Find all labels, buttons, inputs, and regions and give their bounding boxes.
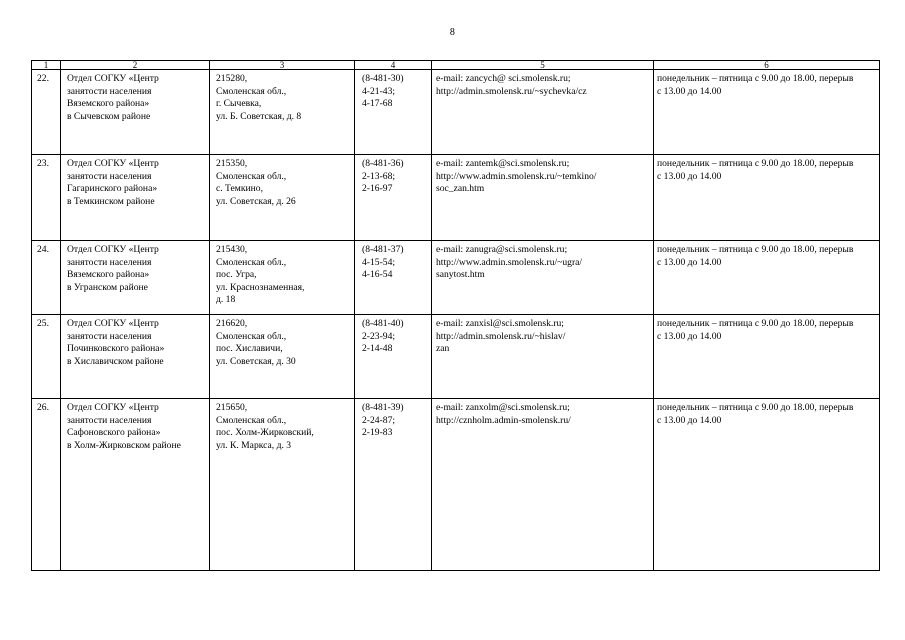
phone-line: 2-13-68; [362,170,396,182]
hours-line: понедельник – пятница с 9.00 до 18.00, перерыв [657,73,854,84]
header-cell-2: 2 [61,61,210,70]
phone-line: 2-19-83 [362,427,393,439]
address-line: 216620, [216,318,248,329]
department-line: занятости населения [67,85,152,97]
address-line: пос. Угра, [216,269,257,281]
address-line: 215280, [216,73,248,84]
phone-cell [355,315,432,399]
contact-line: http://admin.smolensk.ru/~sychevka/cz [436,85,587,97]
row-number-cell: 24. [32,241,61,315]
contact-line: e-mail: zanxisl@sci.smolensk.ru; [436,318,564,329]
department-line: Вяземского района» [67,269,150,281]
page-number: 8 [449,27,456,38]
hours-line: понедельник – пятница с 9.00 до 18.00, перерыв [657,402,854,413]
contact-line: http://www.admin.smolensk.ru/~ugra/ [436,256,583,268]
phone-line: 2-16-97 [362,183,393,195]
department-line: Вяземского района» [67,98,150,110]
contact-cell [432,241,654,315]
department-line: в Темкинском районе [67,195,155,207]
hours-line: с 13.00 до 14.00 [657,85,722,97]
department-line: занятости населения [67,170,152,182]
department-line: Отдел СОГКУ «Центр [67,402,159,413]
department-cell [61,155,210,241]
department-line: Гагаринского района» [67,183,158,195]
department-line: в Сычевском районе [67,110,151,122]
header-cell-3: 3 [210,61,355,70]
address-line: ул. К. Маркса, д. 3 [216,439,292,451]
contact-line: e-mail: zanugra@sci.smolensk.ru; [436,244,568,255]
department-line: занятости населения [67,256,152,268]
table-row [32,399,880,571]
department-line: в Холм-Жирковском районе [67,439,181,451]
address-cell [210,70,355,155]
hours-cell [654,315,880,399]
department-line: в Хиславичском районе [67,355,164,367]
department-line: занятости населения [67,330,152,342]
row-number-cell: 26. [32,399,61,571]
address-line: Смоленская обл., [216,170,287,182]
contact-line: sanytost.htm [436,269,485,281]
department-cell [61,70,210,155]
address-cell [210,241,355,315]
department-line: Отдел СОГКУ «Центр [67,158,159,169]
address-line: Смоленская обл., [216,414,287,426]
contact-line: zan [436,343,450,355]
address-line: Смоленская обл., [216,85,287,97]
phone-line: (8-481-37) [362,244,404,255]
row-number-cell: 25. [32,315,61,399]
contact-line: http://cznholm.admin-smolensk.ru/ [436,414,571,426]
hours-line: понедельник – пятница с 9.00 до 18.00, перерыв [657,158,854,169]
phone-line: 4-15-54; [362,256,396,268]
phone-line: 2-14-48 [362,343,393,355]
header-cell-6: 6 [654,61,880,70]
phone-line: (8-481-39) [362,402,404,413]
department-line: Отдел СОГКУ «Центр [67,244,159,255]
address-line: пос. Холм-Жирковский, [216,427,314,439]
department-cell [61,315,210,399]
department-cell [61,241,210,315]
table-row [32,241,880,315]
header-cell-5: 5 [432,61,654,70]
phone-line: 4-17-68 [362,98,393,110]
hours-line: с 13.00 до 14.00 [657,170,722,182]
hours-line: с 13.00 до 14.00 [657,330,722,342]
hours-cell [654,241,880,315]
phone-line: 2-23-94; [362,330,396,342]
address-line: ул. Советская, д. 30 [216,355,296,367]
address-line: д. 18 [216,294,236,306]
row-number-cell: 22. [32,70,61,155]
row-number-cell: 23. [32,155,61,241]
contact-line: e-mail: zancych@ sci.smolensk.ru; [436,73,571,84]
address-line: Смоленская обл., [216,256,287,268]
department-line: Отдел СОГКУ «Центр [67,73,159,84]
header-cell-4: 4 [355,61,432,70]
department-line: в Угранском районе [67,281,148,293]
contact-cell [432,70,654,155]
table-row [32,70,880,155]
address-line: ул. Советская, д. 26 [216,195,296,207]
department-line: Отдел СОГКУ «Центр [67,318,159,329]
hours-line: с 13.00 до 14.00 [657,256,722,268]
address-cell [210,315,355,399]
contact-line: http://www.admin.smolensk.ru/~temkino/ [436,170,597,182]
department-line: занятости населения [67,414,152,426]
contact-cell [432,155,654,241]
hours-cell [654,70,880,155]
address-cell [210,155,355,241]
address-line: 215350, [216,158,248,169]
address-line: г. Сычевка, [216,98,262,110]
address-line: ул. Б. Советская, д. 8 [216,110,302,122]
table-row [32,315,880,399]
phone-cell [355,155,432,241]
hours-cell [654,399,880,571]
phone-line: (8-481-40) [362,318,404,329]
address-cell [210,399,355,571]
phone-line: (8-481-36) [362,158,404,169]
phone-line: 2-24-87; [362,414,396,426]
department-line: Сафоновского района» [67,427,161,439]
contact-line: http://admin.smolensk.ru/~hislav/ [436,330,566,342]
address-line: пос. Хиславичи, [216,343,283,355]
contact-line: e-mail: zanxolm@sci.smolensk.ru; [436,402,570,413]
hours-line: с 13.00 до 14.00 [657,414,722,426]
hours-line: понедельник – пятница с 9.00 до 18.00, перерыв [657,244,854,255]
address-line: 215430, [216,244,248,255]
address-line: 215650, [216,402,248,413]
contact-line: e-mail: zantemk@sci.smolensk.ru; [436,158,570,169]
phone-cell [355,70,432,155]
phone-line: 4-21-43; [362,85,396,97]
hours-cell [654,155,880,241]
contact-line: soc_zan.htm [436,183,485,195]
address-line: Смоленская обл., [216,330,287,342]
offices-table [31,60,880,571]
address-line: ул. Краснознаменная, [216,281,305,293]
header-row [32,61,880,70]
hours-line: понедельник – пятница с 9.00 до 18.00, перерыв [657,318,854,329]
header-cell-1: 1 [32,61,61,70]
table-row [32,155,880,241]
phone-cell [355,241,432,315]
department-line: Починковского района» [67,343,165,355]
contact-cell [432,315,654,399]
phone-line: 4-16-54 [362,269,393,281]
contact-cell [432,399,654,571]
phone-cell [355,399,432,571]
phone-line: (8-481-30) [362,73,404,84]
address-line: с. Темкино, [216,183,264,195]
department-cell [61,399,210,571]
